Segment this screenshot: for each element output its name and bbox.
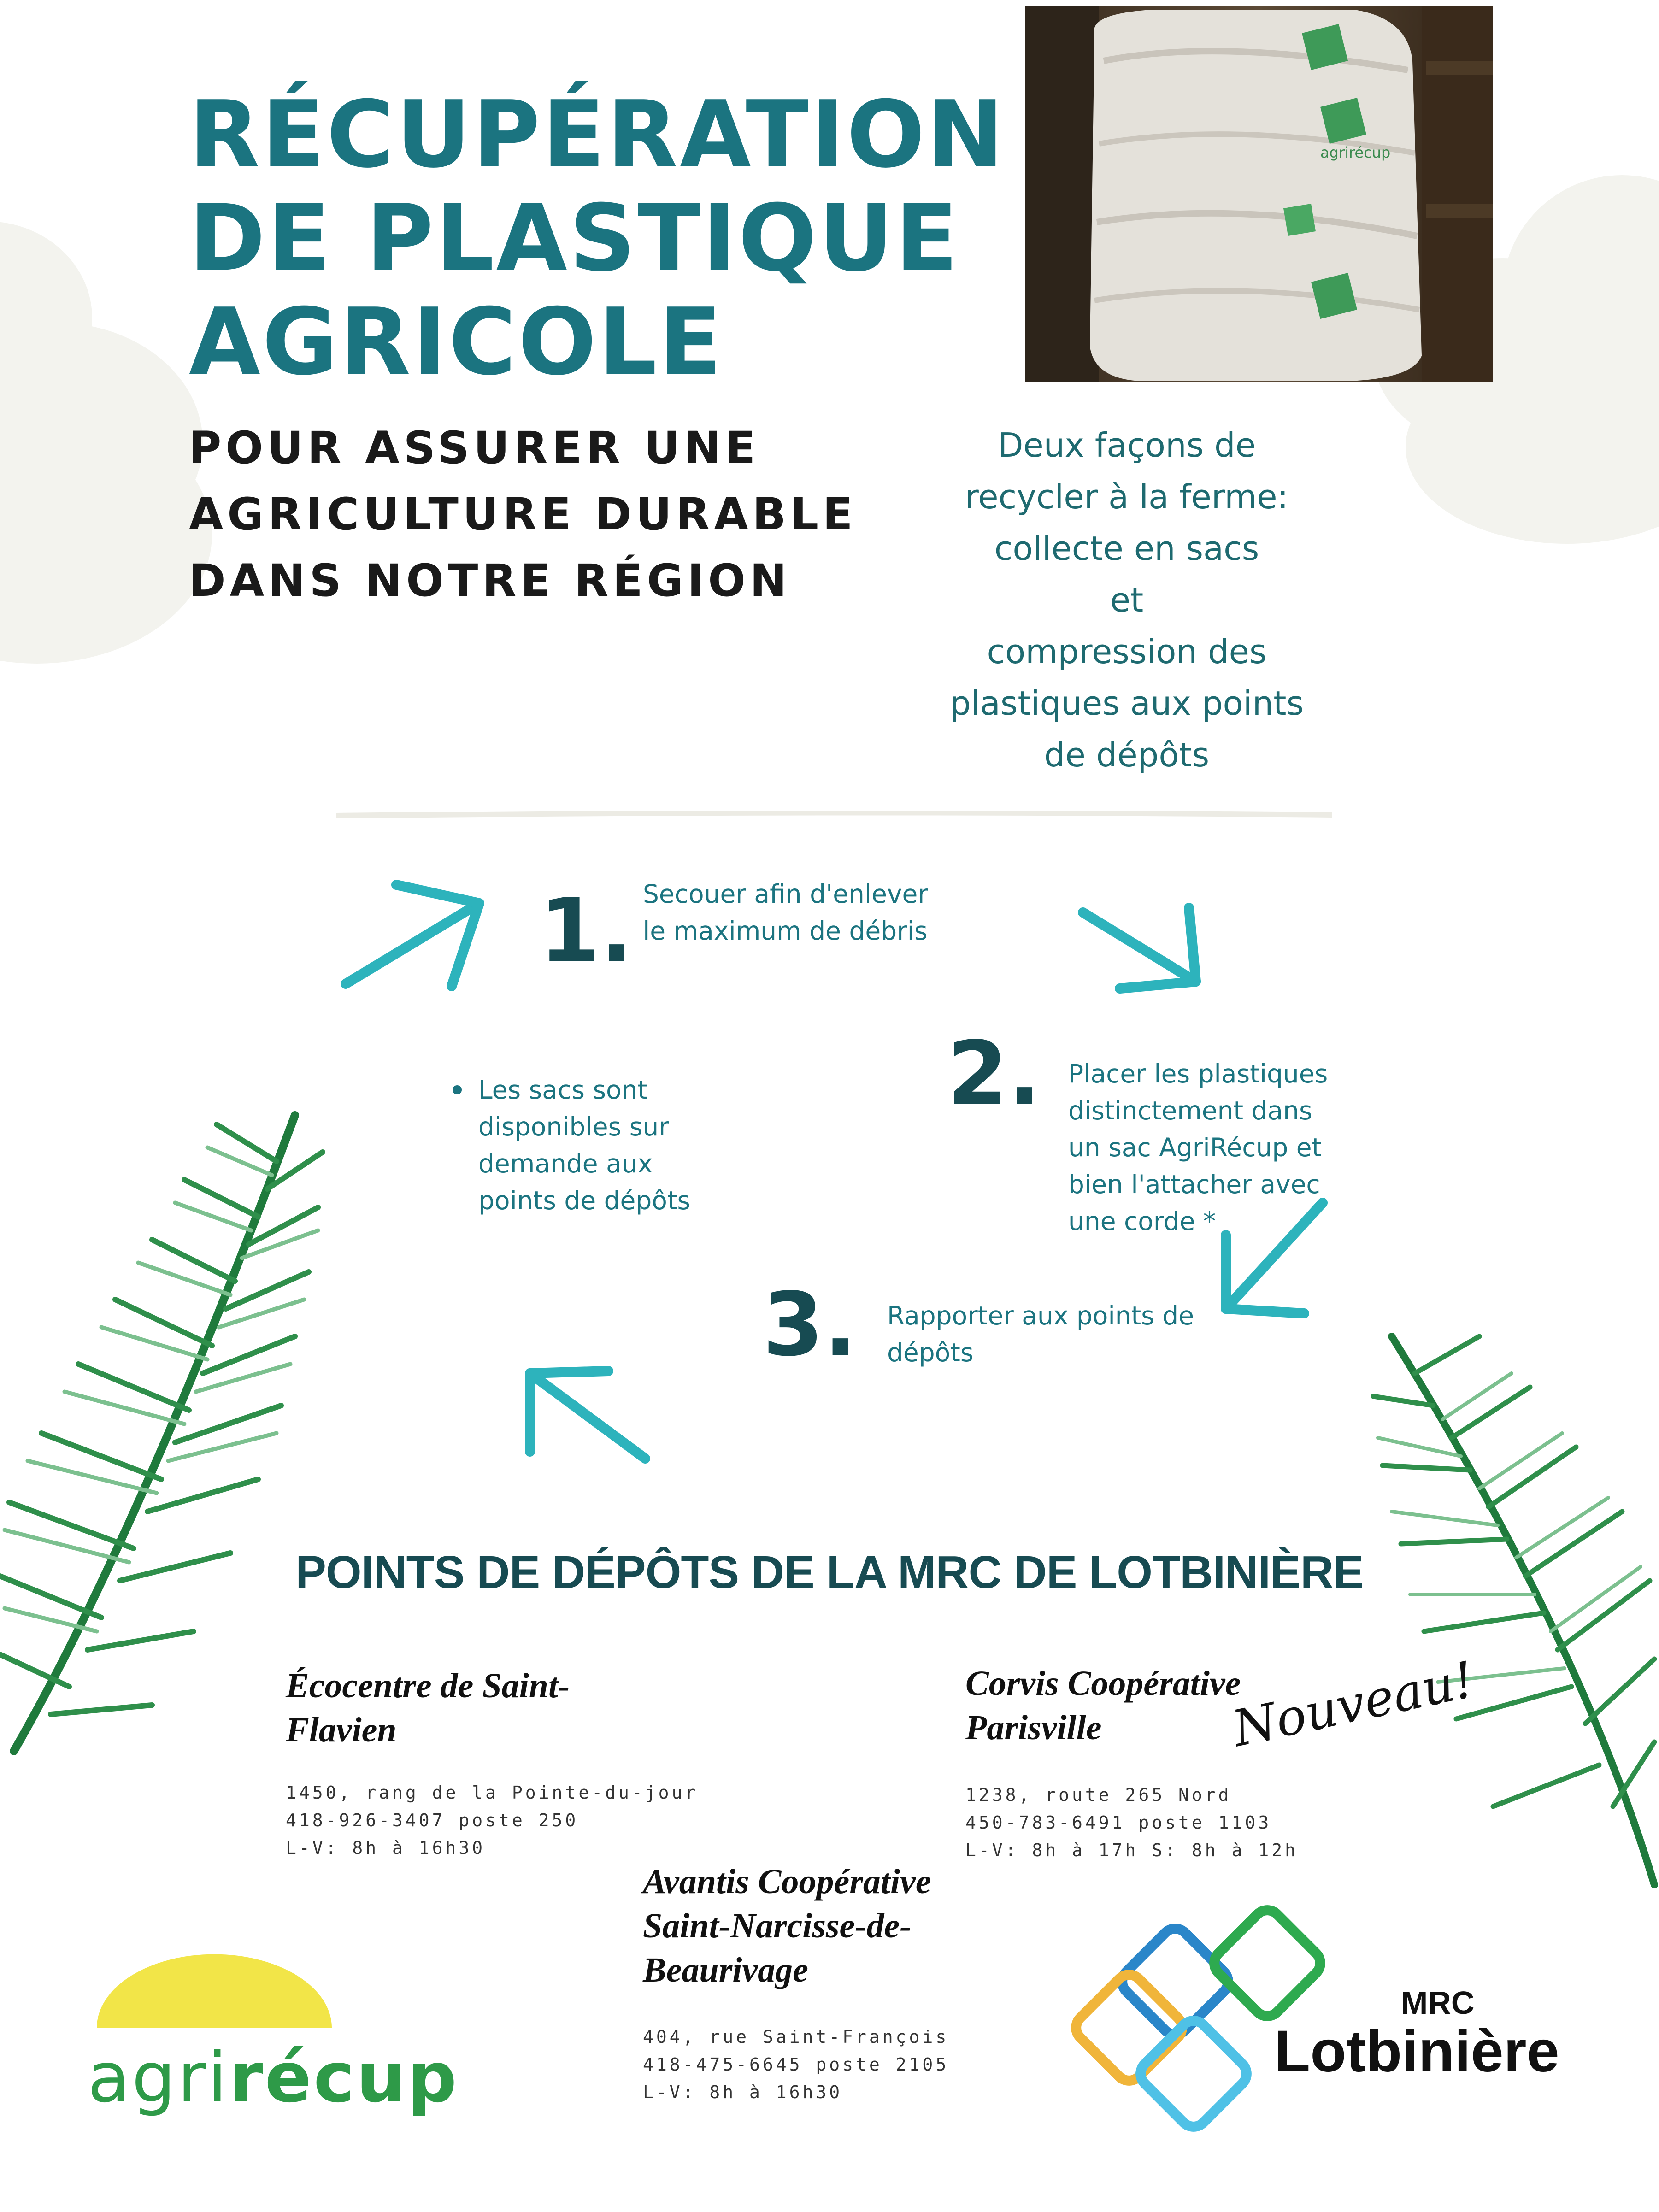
intro-line: collecte en sacs [994, 529, 1259, 568]
arrow-down-left-icon [1207, 1189, 1336, 1327]
note-line: demande aux [478, 1149, 653, 1178]
note-line: disponibles sur [478, 1112, 669, 1141]
step-line: dépôts [887, 1338, 974, 1367]
step-line: Placer les plastiques [1068, 1059, 1328, 1088]
svg-text:agrirécup [88, 2038, 459, 2118]
location-name [286, 1664, 570, 1752]
location-address: 1450, rang de la Pointe-du-jour [286, 1783, 699, 1803]
location-phone: 450-783-6491 poste 1103 [965, 1812, 1272, 1833]
bags-note [447, 1071, 690, 1219]
location-name-line: Saint-Narcisse-de- [643, 1906, 912, 1945]
location-hours: L-V: 8h à 16h30 [643, 2082, 843, 2102]
recup-text: récup [229, 2038, 459, 2118]
arrow-down-right-icon [1074, 899, 1207, 1000]
pine-branch-right-icon [1364, 1318, 1659, 1894]
intro-line: Deux façons de [997, 426, 1256, 465]
note-line: points de dépôts [478, 1186, 691, 1215]
mrc-lotbiniere-logo [1069, 1899, 1622, 2138]
step-line: bien l'attacher avec [1068, 1170, 1320, 1199]
depots-title: POINTS DE DÉPÔTS DE LA MRC DE LOTBINIÈRE [295, 1547, 1364, 1598]
intro-line: plastiques aux points [950, 684, 1304, 723]
pine-branch-left-icon [0, 1097, 332, 1760]
subtitle-line: DANS NOTRE RÉGION [189, 555, 791, 606]
header-photo [1025, 6, 1493, 382]
step-line: une corde * [1068, 1206, 1216, 1236]
arrow-up-left-icon [516, 1359, 654, 1470]
location-address: 1238, route 265 Nord [965, 1785, 1232, 1805]
step-line: Rapporter aux points de [887, 1301, 1194, 1330]
agri-text: agri [88, 2038, 229, 2118]
page-title [189, 83, 1006, 394]
step-line: distinctement dans [1068, 1096, 1312, 1125]
bag-illustration [1025, 6, 1493, 382]
intro-line: compression des [987, 632, 1267, 671]
location-info [286, 1779, 698, 1862]
step-1-text [643, 876, 928, 949]
intro-line: recycler à la ferme: [965, 477, 1288, 516]
agrirecup-logo [83, 1949, 507, 2124]
page-subtitle [189, 415, 857, 614]
location-phone: 418-926-3407 poste 250 [286, 1810, 579, 1830]
divider-line [336, 811, 1332, 819]
step-3-number: 3. [763, 1274, 857, 1376]
location-name-line: Beaurivage [643, 1951, 808, 1989]
intro-text [917, 419, 1336, 781]
step-line: un sac AgriRécup et [1068, 1133, 1322, 1162]
location-name-line: Écocentre de Saint- [286, 1666, 570, 1705]
title-line: AGRICOLE [189, 288, 724, 396]
step-line: Secouer afin d'enlever [643, 879, 928, 909]
subtitle-line: POUR ASSURER UNE [189, 422, 760, 474]
location-name [643, 1859, 931, 1992]
note-line: Les sacs sont [478, 1075, 648, 1105]
location-hours: L-V: 8h à 17h S: 8h à 12h [965, 1840, 1298, 1860]
location-phone: 418-475-6645 poste 2105 [643, 2054, 949, 2075]
location-hours: L-V: 8h à 16h30 [286, 1838, 486, 1858]
subtitle-line: AGRICULTURE DURABLE [189, 488, 857, 540]
step-1-number: 1. [539, 880, 634, 982]
step-3-text [887, 1297, 1194, 1371]
intro-line: de dépôts [1044, 735, 1210, 774]
location-name-line: Parisville [965, 1708, 1102, 1747]
location-name-line: Flavien [286, 1711, 397, 1749]
intro-line: et [1110, 581, 1144, 619]
location-info [965, 1781, 1298, 1864]
location-name [965, 1661, 1241, 1750]
location-name-line: Corvis Coopérative [965, 1664, 1241, 1703]
arrow-up-right-icon [336, 871, 493, 1000]
location-address: 404, rue Saint-François [643, 2027, 949, 2047]
location-name-line: Avantis Coopérative [643, 1862, 931, 1901]
lotbiniere-text: Lotbinière [1274, 2018, 1559, 2084]
bullet-dot [453, 1085, 462, 1094]
new-badge: Nouveau! [1228, 1651, 1479, 1758]
step-line: le maximum de débris [643, 916, 928, 946]
title-line: RÉCUPÉRATION [189, 81, 1006, 188]
svg-text:agrirécup: agrirécup [1320, 144, 1391, 161]
mrc-text: MRC [1401, 1985, 1475, 2021]
location-info [643, 2023, 949, 2106]
step-2-number: 2. [947, 1023, 1041, 1124]
title-line: DE PLASTIQUE [189, 185, 960, 292]
